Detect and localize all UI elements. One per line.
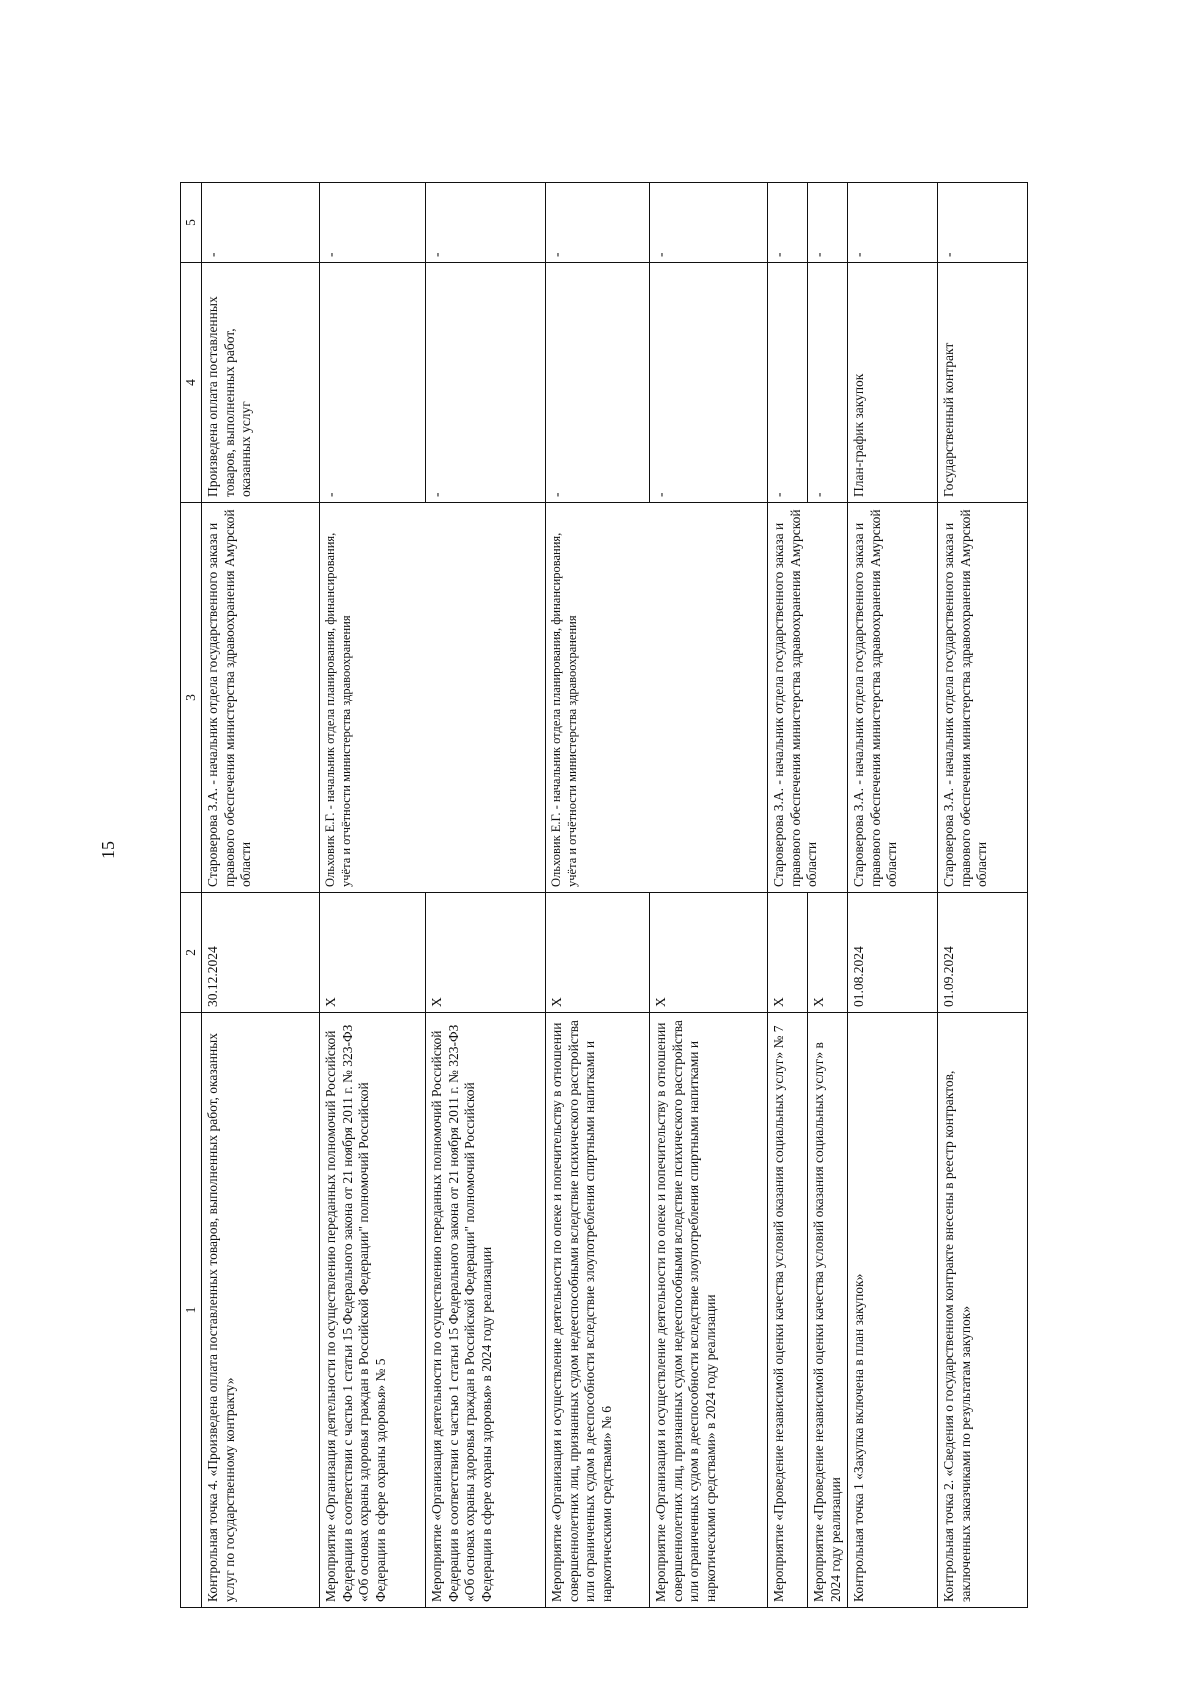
table-row (426, 183, 546, 1608)
cell-event: Мероприятие «Проведение независимой оценки качества условий оказания социальных услуг» № 7 (768, 1013, 808, 1608)
cell-note: - (808, 183, 848, 263)
cell-date: X (768, 893, 808, 1013)
cell-event: Мероприятие «Организация деятельности по осуществлению переданных полномочий Российской Федерации в соответствии с частью 1 статьи 15 Федерального закона от 21 ноября 2011 г. № 323-ФЗ «Об основах охраны здоровья граждан в Российской Федерации" полномочий Российской Федерации в сфере охраны здоровья» № 5 (320, 1013, 426, 1608)
cell-event: Контрольная точка 4. «Произведена оплата поставленных товаров, выполненных работ, оказанных услуг по государственному контракту» (202, 1013, 320, 1608)
table-row (546, 183, 650, 1608)
cell-date: 01.09.2024 (938, 893, 1028, 1013)
cell-event: Контрольная точка 1 «Закупка включена в план закупок» (848, 1013, 938, 1608)
table-row (202, 183, 320, 1608)
cell-responsible: Староверова З.А. - начальник отдела государственного заказа и правового обеспечения министерства здравоохранения Амурской области (202, 503, 320, 893)
cell-note: - (202, 183, 320, 263)
cell-note: - (650, 183, 768, 263)
table-row (768, 183, 808, 1608)
cell-result: - (426, 263, 546, 503)
cell-date: X (650, 893, 768, 1013)
cell-result: - (546, 263, 650, 503)
cell-result: План-график закупок (848, 263, 938, 503)
cell-event: Мероприятие «Организация и осуществление деятельности по опеке и попечительству в отношении совершеннолетних лиц, признанных судом недееспособными вследствие психического расстройства или ограниченных судом в дееспособности вследствие злоупотребления спиртными напитками и наркотическими средствами» в 2024 году реализации (650, 1013, 768, 1608)
table-row (320, 183, 426, 1608)
cell-note: - (546, 183, 650, 263)
column-header: 1 (181, 1013, 202, 1608)
cell-responsible: Староверова З.А. - начальник отдела государственного заказа и правового обеспечения министерства здравоохранения Амурской области (768, 503, 848, 893)
cell-event: Мероприятие «Организация и осуществление деятельности по опеке и попечительству в отношении совершеннолетних лиц, признанных судом недееспособными вследствие психического расстройства или ограниченных судом в дееспособности вследствие злоупотребления спиртными напитками и наркотическими средствами» № 6 (546, 1013, 650, 1608)
table-row (938, 183, 1028, 1608)
cell-event: Мероприятие «Проведение независимой оценки качества условий оказания социальных услуг» в 2024 году реализации (808, 1013, 848, 1608)
plan-table (180, 182, 1028, 1608)
cell-date: X (808, 893, 848, 1013)
cell-note: - (938, 183, 1028, 263)
cell-responsible: Ольховик Е.Г. - начальник отдела планирования, финансирования, учёта и отчётности министерства здравоохранения (546, 503, 768, 893)
cell-note: - (848, 183, 938, 263)
column-header: 2 (181, 893, 202, 1013)
cell-note: - (768, 183, 808, 263)
cell-date: 30.12.2024 (202, 893, 320, 1013)
page-number: 15 (97, 841, 118, 859)
cell-date: X (426, 893, 546, 1013)
cell-responsible: Староверова З.А. - начальник отдела государственного заказа и правового обеспечения министерства здравоохранения Амурской области (938, 503, 1028, 893)
cell-event: Мероприятие «Организация деятельности по осуществлению переданных полномочий Российской Федерации в соответствии с частью 1 статьи 15 Федерального закона от 21 ноября 2011 г. № 323-ФЗ «Об основах охраны здоровья граждан в Российской Федерации" полномочий Российской Федерации в сфере охраны здоровья» в 2024 году реализации (426, 1013, 546, 1608)
column-header: 5 (181, 183, 202, 263)
cell-result: - (320, 263, 426, 503)
cell-responsible: Ольховик Е.Г. - начальник отдела планирования, финансирования, учёта и отчётности министерства здравоохранения (320, 503, 546, 893)
cell-result: Государственный контракт (938, 263, 1028, 503)
cell-event: Контрольная точка 2. «Сведения о государственном контракте внесены в реестр контрактов, заключенных заказчиками по результатам закупок» (938, 1013, 1028, 1608)
cell-date: 01.08.2024 (848, 893, 938, 1013)
header-row (181, 183, 202, 1608)
cell-result: Произведена оплата поставленных товаров, выполненных работ, оказанных услуг (202, 263, 320, 503)
cell-note: - (320, 183, 426, 263)
table-row (848, 183, 938, 1608)
table-row (808, 183, 848, 1608)
cell-date: X (546, 893, 650, 1013)
column-header: 3 (181, 503, 202, 893)
rotated-table-wrapper (180, 183, 1040, 1608)
cell-date: X (320, 893, 426, 1013)
cell-note: - (426, 183, 546, 263)
table-row (650, 183, 768, 1608)
cell-responsible: Староверова З.А. - начальник отдела государственного заказа и правового обеспечения министерства здравоохранения Амурской области (848, 503, 938, 893)
cell-result: - (650, 263, 768, 503)
cell-result: - (768, 263, 808, 503)
column-header: 4 (181, 263, 202, 503)
cell-result: - (808, 263, 848, 503)
